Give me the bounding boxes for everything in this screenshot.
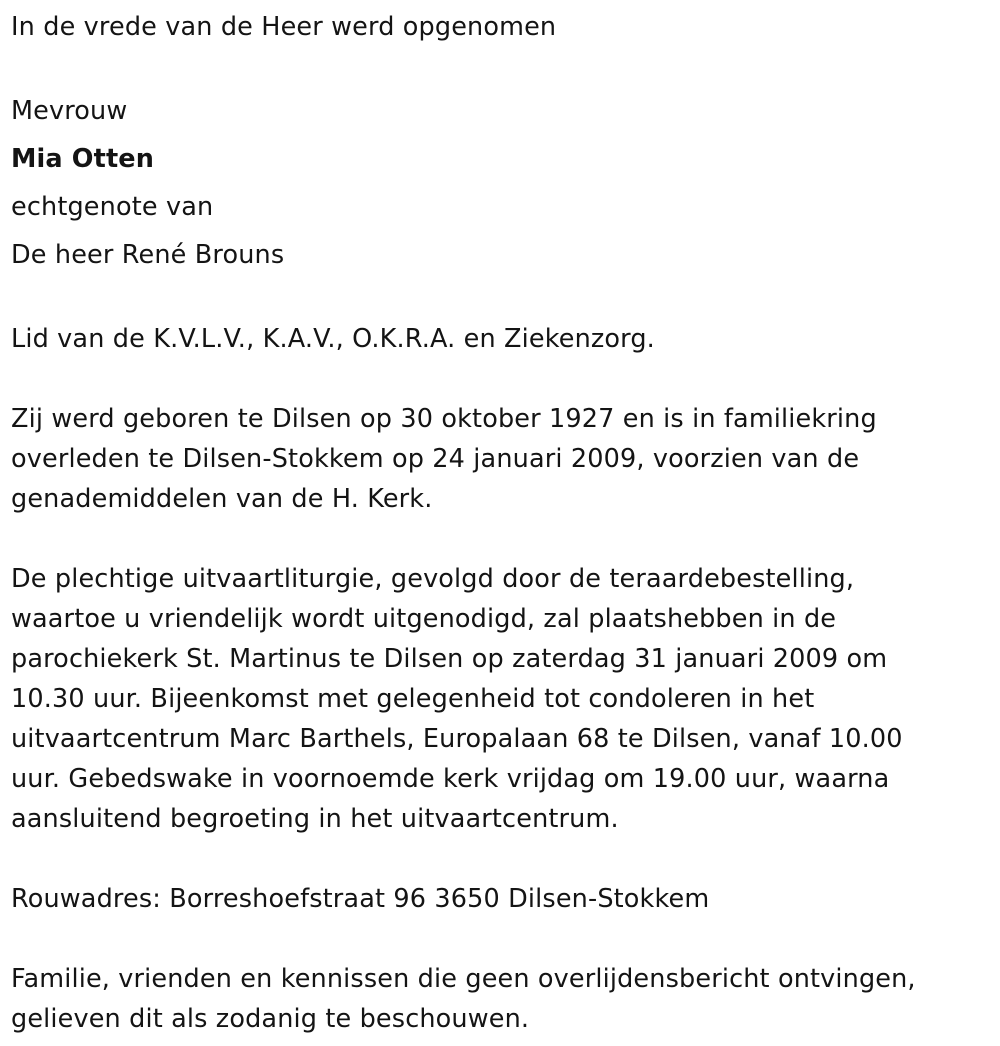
funeral-line: 10.30 uur. Bijeenkomst met gelegenheid tot condoleren in het [11,684,815,714]
birth-paragraph [11,399,1000,519]
birth-line: overleden te Dilsen-Stokkem op 24 januari 2009, voorzien van de [11,444,860,474]
funeral-line: aansluitend begroeting in het uitvaartcentrum. [11,804,619,834]
funeral-line: uitvaartcentrum Marc Barthels, Europalaan 68 te Dilsen, vanaf 10.00 [11,724,903,754]
relation-text: echtgenote van [11,192,214,222]
funeral-line: parochiekerk St. Martinus te Dilsen op zaterdag 31 januari 2009 om [11,644,888,674]
closing-line: gelieven dit als zodanig te beschouwen. [11,1004,530,1034]
funeral-line: De plechtige uitvaartliturgie, gevolgd door de teraardebestelling, [11,564,855,594]
closing-line: Familie, vrienden en kennissen die geen overlijdensbericht ontvingen, [11,964,916,994]
funeral-line: waartoe u vriendelijk wordt uitgenodigd, zal plaatshebben in de [11,604,837,634]
membership-text: Lid van de K.V.L.V., K.A.V., O.K.R.A. en Ziekenzorg. [11,324,655,354]
deceased-name: Mia Otten [11,144,155,174]
spouse-name: De heer René Brouns [11,240,285,270]
mourning-address: Rouwadres: Borreshoefstraat 96 3650 Dilsen-Stokkem [11,884,710,914]
funeral-paragraph [11,559,1000,839]
birth-line: Zij werd geboren te Dilsen op 30 oktober 1927 en is in familiekring [11,404,877,434]
funeral-line: uur. Gebedswake in voornoemde kerk vrijdag om 19.00 uur, waarna [11,764,890,794]
birth-line: genademiddelen van de H. Kerk. [11,484,433,514]
intro-text: In de vrede van de Heer werd opgenomen [11,12,557,42]
closing-paragraph [11,959,1000,1039]
title-prefix: Mevrouw [11,96,128,126]
